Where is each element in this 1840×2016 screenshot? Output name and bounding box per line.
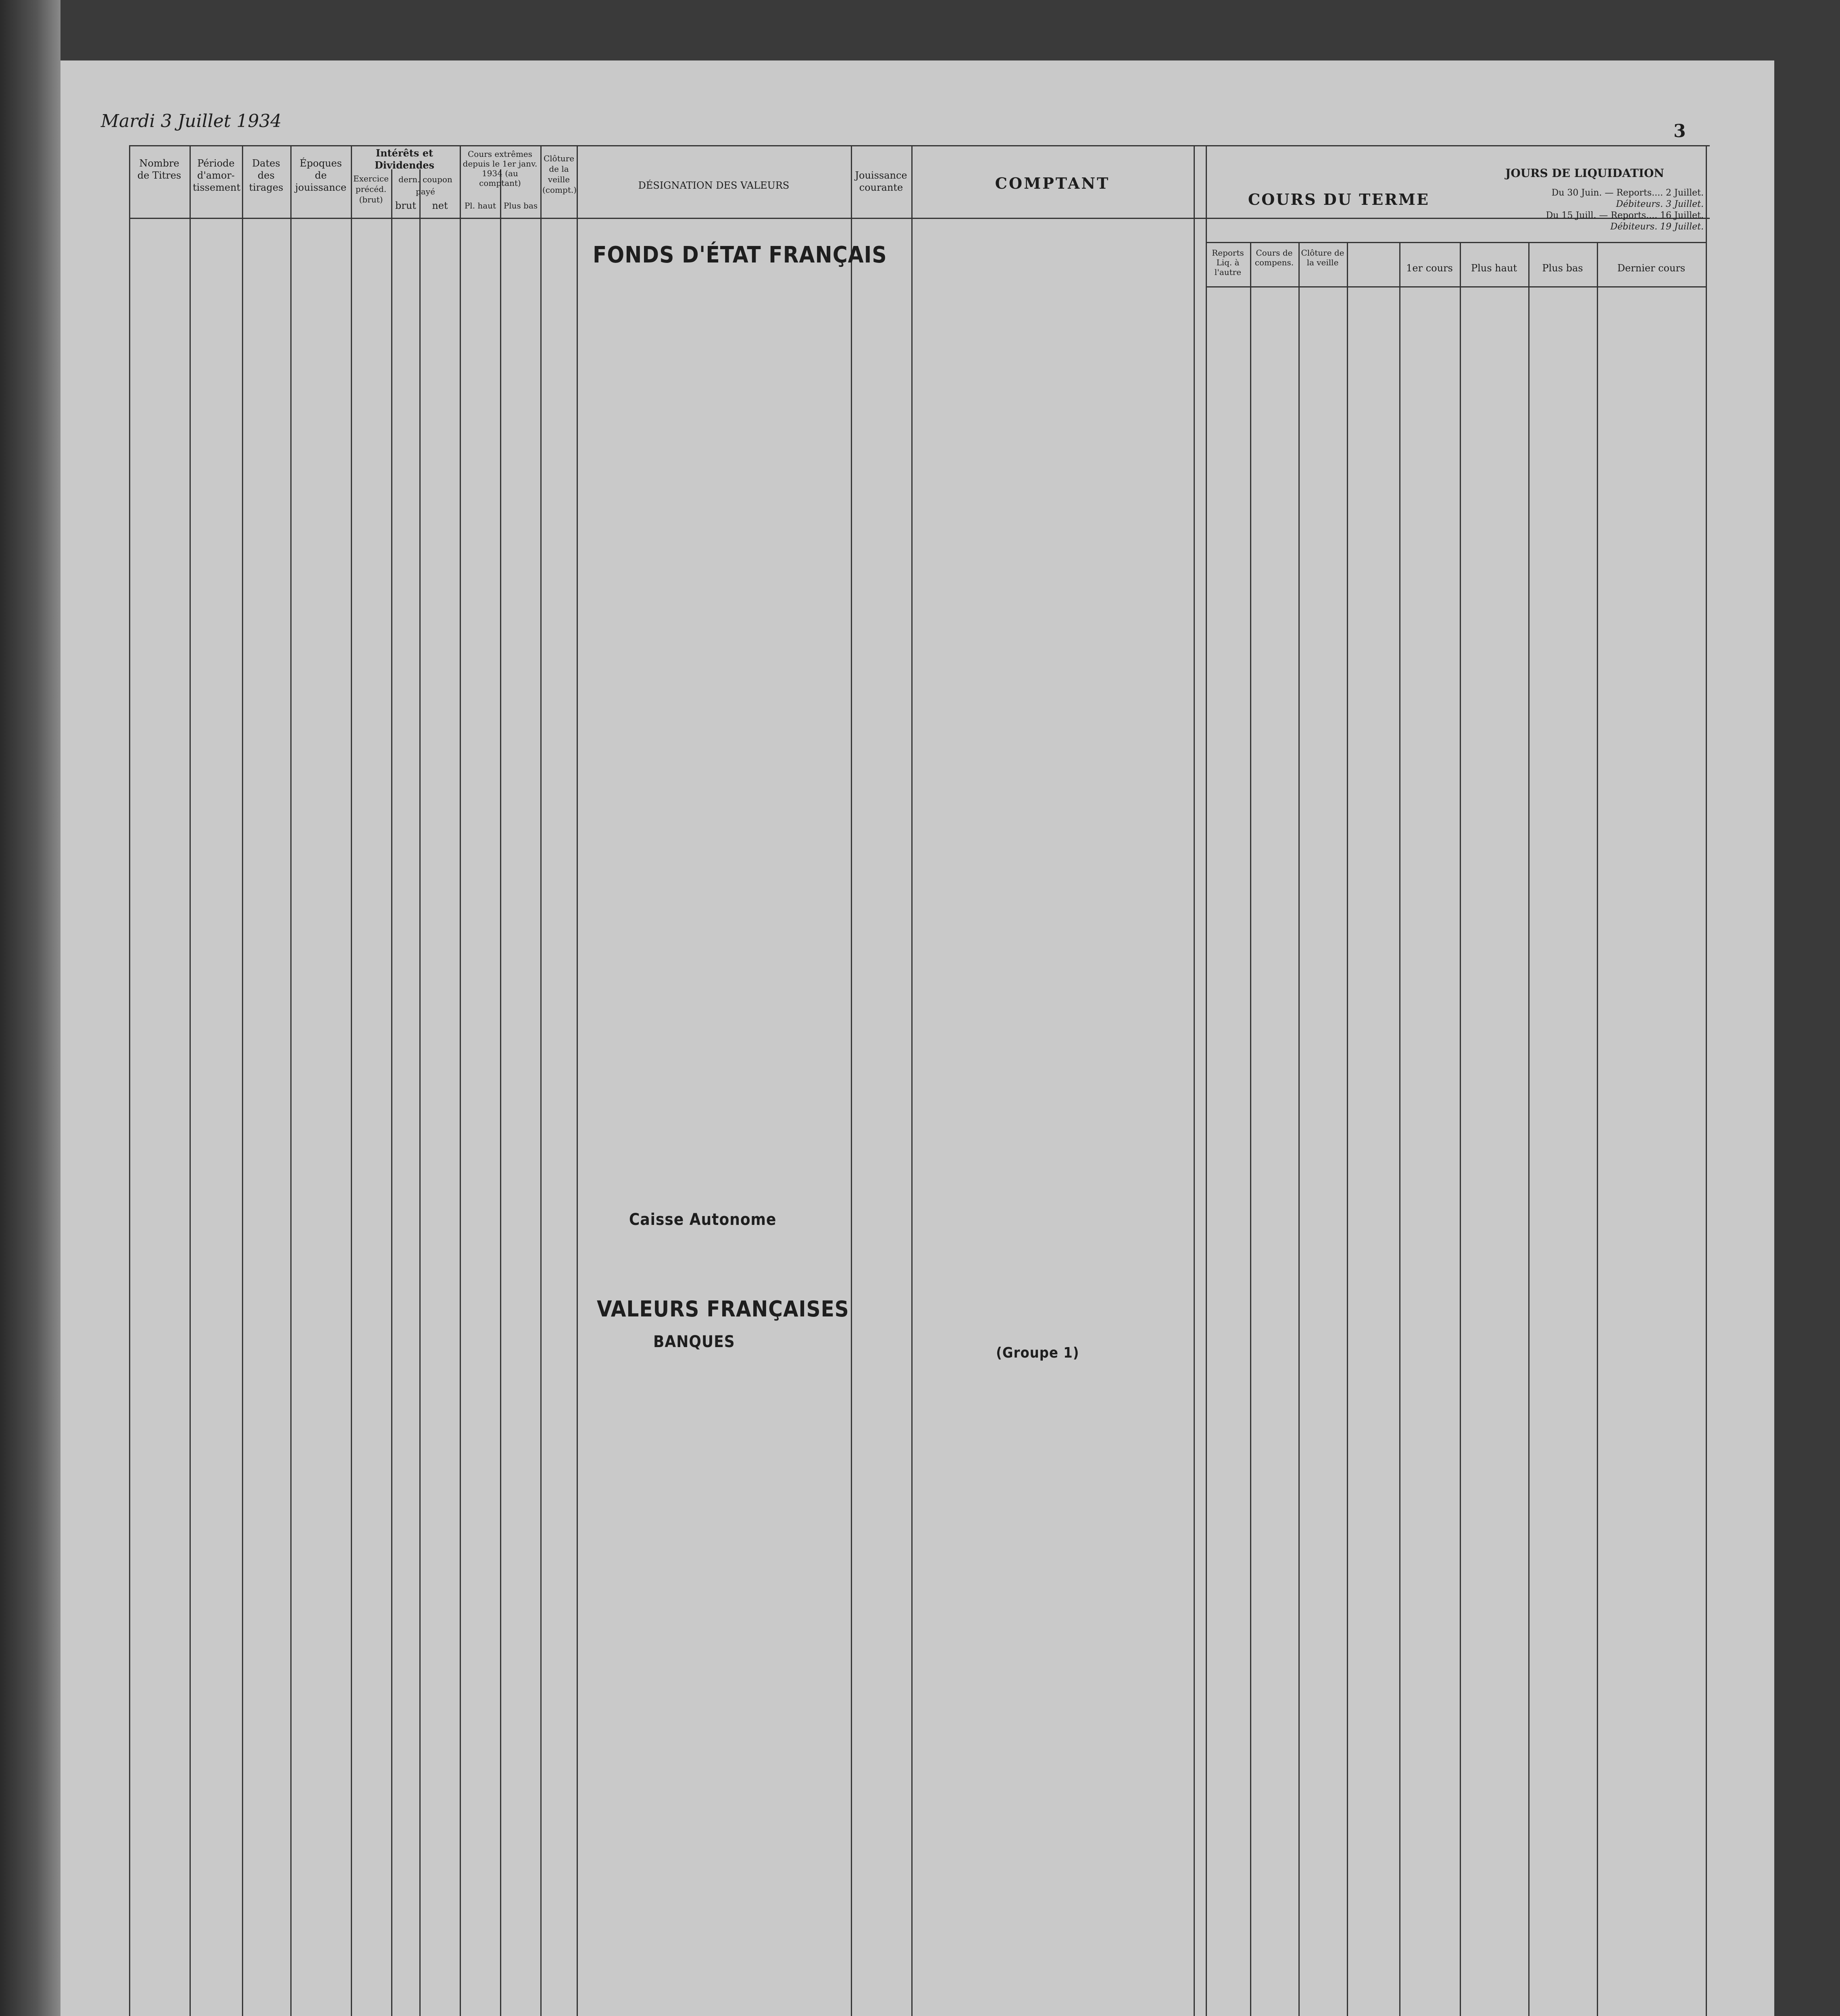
top-rule xyxy=(129,145,1710,146)
terme-header-rule xyxy=(1206,242,1706,243)
terme-hdr-plus-haut: Plus haut xyxy=(1471,262,1517,274)
col-sep-21 xyxy=(1597,242,1598,2016)
hdr-exercice: Exercice précéd. (brut) xyxy=(353,174,389,204)
hdr-jouissance-courante: Jouissance courante xyxy=(855,170,907,193)
section-fonds-etat: FONDS D'ÉTAT FRANÇAIS xyxy=(593,242,887,268)
hdr-comptant: COMPTANT xyxy=(995,174,1110,192)
col-sep-13 xyxy=(1194,145,1195,2016)
col-sep-19 xyxy=(1460,242,1461,2016)
col-sep-17 xyxy=(1347,242,1348,2016)
newspaper-page xyxy=(60,60,1774,2016)
terme-hdr-plus-bas: Plus bas xyxy=(1542,262,1583,274)
terme-hdr-compens: Cours de compens. xyxy=(1254,248,1294,267)
col-sep-4 xyxy=(351,145,352,2016)
left-border xyxy=(129,145,130,2016)
col-sep-20 xyxy=(1528,242,1530,2016)
section-valeurs-francaises: VALEURS FRANÇAISES xyxy=(597,1296,849,1322)
hdr-interets: Intérêts et Dividendes xyxy=(374,147,435,171)
hdr-dern-coupon: dern. coupon payé xyxy=(398,175,452,196)
hdr-cours-extremes: Cours extrêmes depuis le 1er janv. 1934 (au comptant) xyxy=(463,149,538,188)
terme-hdr-cloture: Clôture de la veille xyxy=(1301,248,1344,267)
hdr-plus-bas: Plus bas xyxy=(503,201,538,210)
col-sep-5 xyxy=(391,169,392,2016)
col-sep-7 xyxy=(460,145,461,2016)
hdr-tirages: Dates des tirages xyxy=(249,158,283,193)
hdr-designation: DÉSIGNATION DES VALEURS xyxy=(638,180,790,191)
right-border xyxy=(1706,145,1707,2016)
col-sep-6 xyxy=(419,169,421,2016)
section-caisse-autonome: Caisse Autonome xyxy=(629,1210,777,1229)
binding-shadow xyxy=(0,0,60,2016)
terme-subheader-rule xyxy=(1206,286,1706,287)
liquidation-line-2: Débiteurs. 3 Juillet. xyxy=(1616,199,1704,209)
col-sep-1 xyxy=(190,145,191,2016)
col-sep-14 xyxy=(1206,145,1207,2016)
terme-hdr-reports: Reports Liq. à l'autre xyxy=(1212,248,1244,277)
hdr-brut: brut xyxy=(395,200,416,211)
col-sep-11 xyxy=(851,145,852,2016)
liquidation-title: JOURS DE LIQUIDATION xyxy=(1505,167,1664,180)
section-groupe: (Groupe 1) xyxy=(996,1345,1079,1361)
terme-hdr-dernier: Dernier cours xyxy=(1617,262,1686,274)
col-sep-18 xyxy=(1399,242,1400,2016)
col-sep-9 xyxy=(540,145,542,2016)
page-number: 3 xyxy=(1673,121,1686,142)
col-sep-15 xyxy=(1250,242,1251,2016)
col-sep-8 xyxy=(500,169,501,2016)
page-date: Mardi 3 Juillet 1934 xyxy=(101,111,282,131)
hdr-net: net xyxy=(432,200,448,211)
hdr-jouissance: Époques de jouissance xyxy=(295,158,347,193)
col-sep-12 xyxy=(911,145,913,2016)
hdr-periode: Période d'amor-tissement xyxy=(193,158,241,193)
hdr-cloture: Clôture de la veille (compt.) xyxy=(542,154,577,195)
col-sep-16 xyxy=(1298,242,1300,2016)
terme-hdr-1er-cours: 1er cours xyxy=(1406,262,1453,274)
section-banques: BANQUES xyxy=(653,1333,735,1351)
hdr-cours-terme: COURS DU TERME xyxy=(1248,190,1429,208)
col-sep-3 xyxy=(290,145,292,2016)
liquidation-line-4: Débiteurs. 19 Juillet. xyxy=(1610,222,1704,232)
hdr-titres: Nombre de Titres xyxy=(137,158,181,181)
liquidation-line-3: Du 15 Juill. — Reports.... 16 Juillet. xyxy=(1546,210,1704,221)
hdr-pl-haut: Pl. haut xyxy=(464,201,496,210)
col-sep-2 xyxy=(242,145,243,2016)
liquidation-line-1: Du 30 Juin. — Reports.... 2 Juillet. xyxy=(1551,188,1704,198)
col-sep-10 xyxy=(577,145,578,2016)
